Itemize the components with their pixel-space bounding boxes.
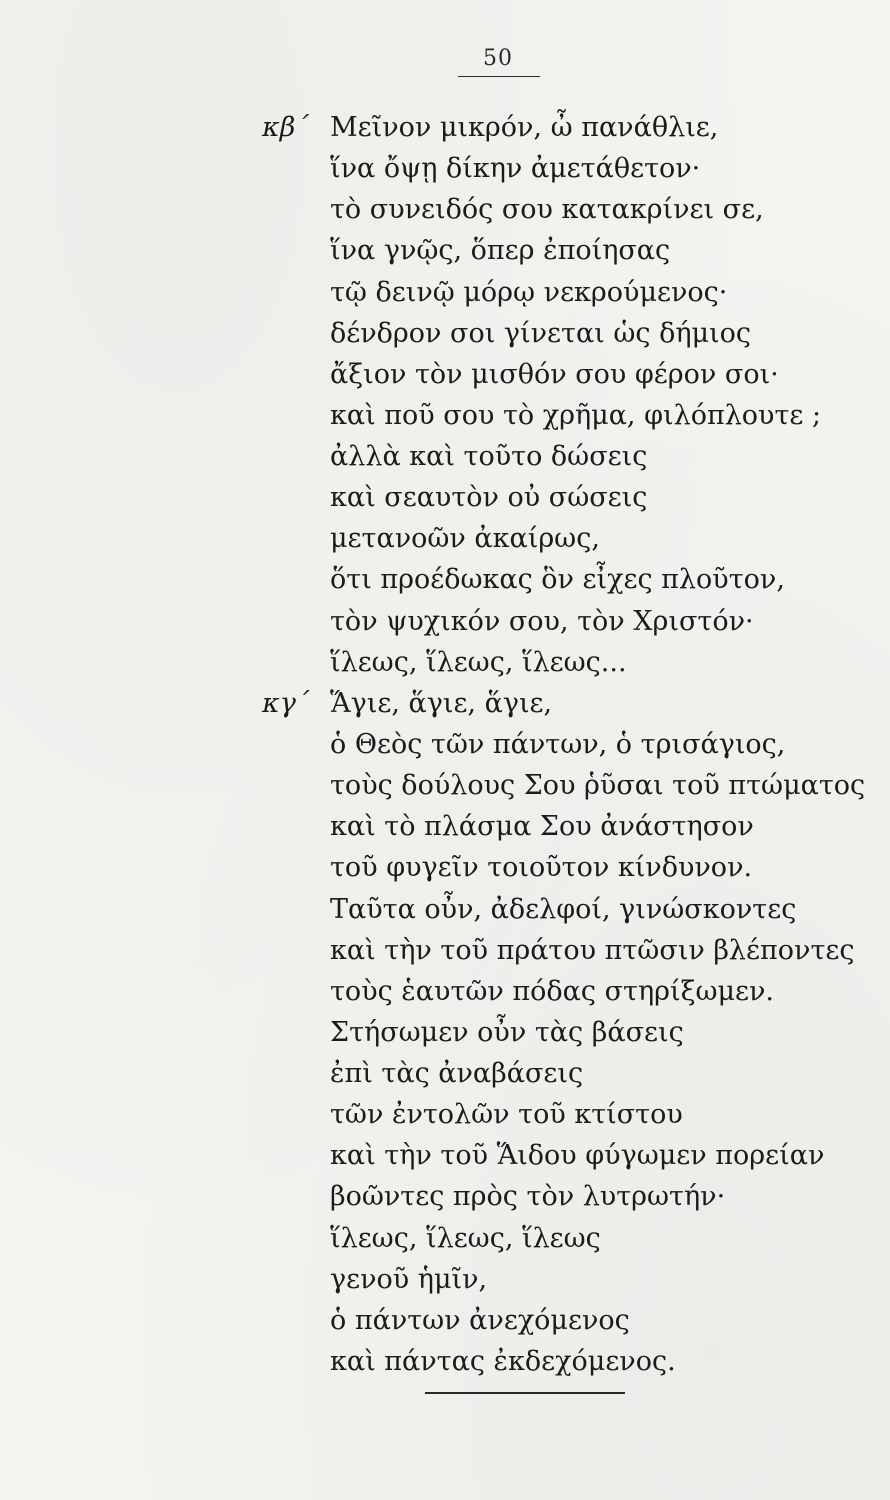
verse-line: ὁ Θεὸς τῶν πάντων, ὁ τρισάγιος,: [330, 729, 786, 760]
verse-line: ἵνα ὄψῃ δίκην ἀμετάθετον·: [330, 153, 701, 185]
verse-line: βοῶντες πρὸς τὸν λυτρωτήν·: [330, 1181, 726, 1213]
verse-line: καὶ ποῦ σου τὸ χρῆμα, φιλόπλουτε ;: [330, 399, 822, 431]
verse-line: δένδρον σοι γίνεται ὡς δήμιος: [330, 317, 752, 349]
verse-line: καὶ τὸ πλάσμα Σου ἀνάστησον: [330, 811, 754, 843]
verse-line: καὶ τὴν τοῦ πράτου πτῶσιν βλέποντες: [330, 934, 855, 966]
verse-line: τοὺς ἑαυτῶν πόδας στηρίξωμεν.: [330, 975, 775, 1007]
verse-line: γενοῦ ἡμῖν,: [330, 1263, 488, 1295]
page-number-rule: [458, 76, 540, 77]
verse-line: Ἅγιε, ἅγιε, ἅγιε,: [330, 687, 553, 719]
verse-line: ἵλεως, ἵλεως, ἵλεως...: [330, 646, 627, 678]
verse-line: μετανοῶν ἀκαίρως,: [330, 523, 600, 555]
verse-line: ἵνα γνῷς, ὅπερ ἐποίησας: [330, 235, 671, 267]
verse-line: Μεῖνον μικρόν, ὦ πανάθλιε,: [330, 112, 719, 143]
verse-line: καὶ σεαυτὸν οὐ σώσεις: [330, 482, 648, 514]
verse-line: ἄξιον τὸν μισθόν σου φέρον σοι·: [330, 358, 779, 390]
verse-line: τὸν ψυχικόν σου, τὸν Χριστόν·: [330, 605, 754, 637]
verse-line: τοῦ φυγεῖν τοιοῦτον κίνδυνον.: [330, 852, 753, 884]
verse-line: ἐπὶ τὰς ἀναβάσεις: [330, 1058, 584, 1090]
verse-line: τῶν ἐντολῶν τοῦ κτίστου: [330, 1099, 683, 1131]
verse-line: ὁ πάντων ἀνεχόμενος: [330, 1304, 630, 1336]
verse-line: καὶ πάντας ἐκδεχόμενος.: [330, 1346, 676, 1377]
verse-line: τοὺς δούλους Σου ῥῦσαι τοῦ πτώματος: [330, 770, 866, 802]
verse-line: ἵλεως, ἵλεως, ἵλεως: [330, 1222, 601, 1254]
stanza-marker: κγ΄: [262, 687, 310, 719]
verse-line: καὶ τὴν τοῦ Ἅιδου φύγωμεν πορείαν: [330, 1140, 825, 1172]
stanza-marker: κβ΄: [262, 112, 309, 143]
verse-line: τῷ δεινῷ μόρῳ νεκρούμενος·: [330, 276, 728, 308]
verse-line: Ταῦτα οὖν, ἀδελφοί, γινώσκοντες: [330, 893, 797, 925]
closing-rule: [425, 1392, 625, 1394]
verse-line: ἀλλὰ καὶ τοῦτο δώσεις: [330, 441, 648, 473]
verse-line: ὅτι προέδωκας ὃν εἶχες πλοῦτον,: [330, 564, 785, 596]
verse-line: Στήσωμεν οὖν τὰς βάσεις: [330, 1016, 684, 1048]
verse-line: τὸ συνειδός σου κατακρίνει σε,: [330, 194, 764, 226]
page-number: 50: [483, 46, 513, 71]
